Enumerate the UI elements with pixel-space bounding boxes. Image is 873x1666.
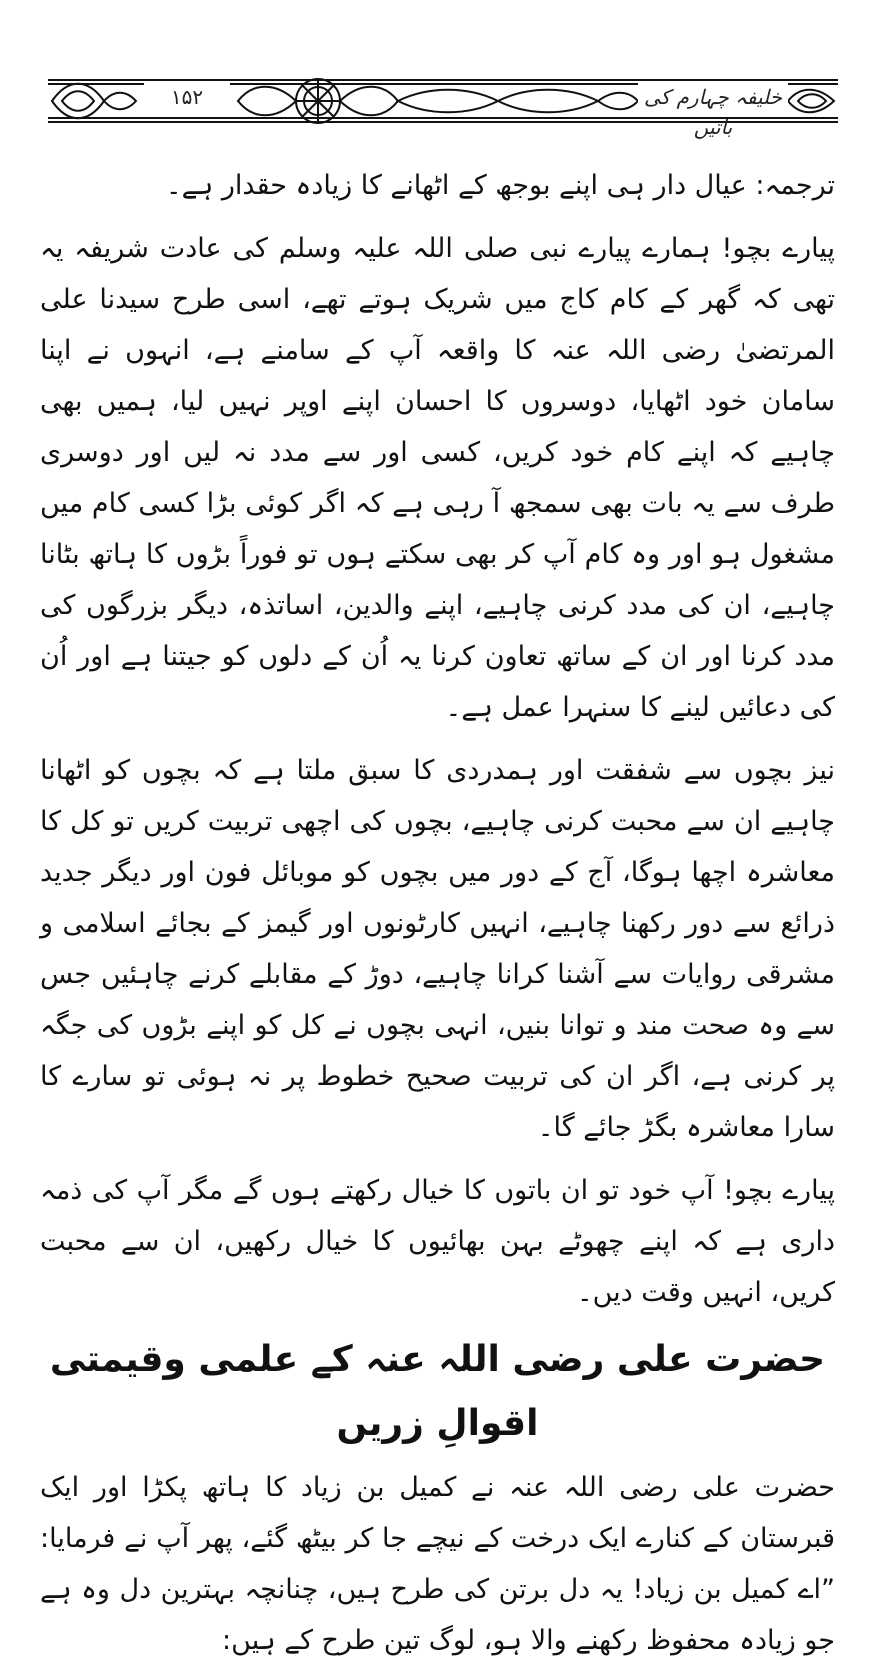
- page-header: [48, 70, 838, 139]
- translation-paragraph: ترجمہ: عیال دار ہی اپنے بوجھ کے اٹھانے کا زیادہ حقدار ہے۔: [165, 170, 835, 201]
- section-heading: حضرت علی رضی اللہ عنہ کے علمی وقیمتی اقوالِ زریں: [49, 1339, 826, 1444]
- page-body: [40, 160, 835, 1666]
- body-paragraph: پیارے بچو! ہمارے پیارے نبی صلی اللہ علیہ وسلم کی عادت شریفہ یہ تھی کہ گھر کے کام کاج میں شریک ہوتے تھے، اسی طرح سیدنا علی المرتضیٰ رضی اللہ عنہ کا واقعہ آپ کے سامنے ہے، انہوں نے اپنا سامان خود اٹھایا، دوسروں کا احسان اپنے اوپر نہیں لیا، ہمیں بھی چاہیے کہ اپنے کام خود کریں، کسی اور سے مدد نہ لیں اور دوسری طرف سے یہ بات بھی سمجھ آ رہی ہے کہ اگر کوئی بڑا کسی کام میں مشغول ہو اور وہ کام آپ کر بھی سکتے ہوں تو فوراً بڑوں کا ہاتھ بٹانا چاہیے، ان کی مدد کرنی چاہیے، اپنے والدین، اساتذہ، دیگر بزرگوں کی مدد کرنا اور ان کے ساتھ تعاون کرنا یہ اُن کے دلوں کو جیتنا ہے اور اُن کی دعائیں لینے کا سنہرا عمل ہے۔: [40, 233, 835, 723]
- page-number: ۱۵۲: [144, 82, 230, 112]
- body-paragraph: حضرت علی رضی اللہ عنہ نے کمیل بن زیاد کا ہاتھ پکڑا اور ایک قبرستان کے کنارے ایک درخت کے نیچے جا کر بیٹھ گئے، پھر آپ نے فرمایا: ”اے کمیل بن زیاد! یہ دل برتن کی طرح ہیں، چنانچہ بہترین دل وہ ہے جو زیادہ محفوظ رکھنے والا ہو، لوگ تین طرح کے ہیں:: [40, 1472, 835, 1656]
- body-paragraph: نیز بچوں سے شفقت اور ہمدردی کا سبق ملتا ہے کہ بچوں کو اٹھانا چاہیے ان سے محبت کرنی چاہیے، بچوں کی اچھی تربیت کریں تو کل کا معاشرہ اچھا ہوگا، آج کے دور میں بچوں کو موبائل فون اور دیگر جدید ذرائع سے دور رکھنا چاہیے، انہیں کارٹونوں اور گیمز کے بجائے اسلامی و مشرقی روایات سے آشنا کرانا چاہیے، دوڑ کے مقابلے کرنے چاہئیں جس سے وہ صحت مند و توانا بنیں، انہی بچوں نے کل کو اپنے بڑوں کی جگہ پر کرنی ہے، اگر ان کی تربیت صحیح خطوط پر نہ ہوئی تو سارے کا سارا معاشرہ بگڑ جائے گا۔: [40, 755, 835, 1143]
- body-paragraph: پیارے بچو! آپ خود تو ان باتوں کا خیال رکھتے ہوں گے مگر آپ کی ذمہ داری ہے کہ اپنے چھوٹے بہن بھائیوں کا خیال رکھیں، ان سے محبت کریں، انہیں وقت دیں۔: [40, 1175, 835, 1308]
- book-title: خلیفہ چہارم کی باتیں: [638, 82, 788, 112]
